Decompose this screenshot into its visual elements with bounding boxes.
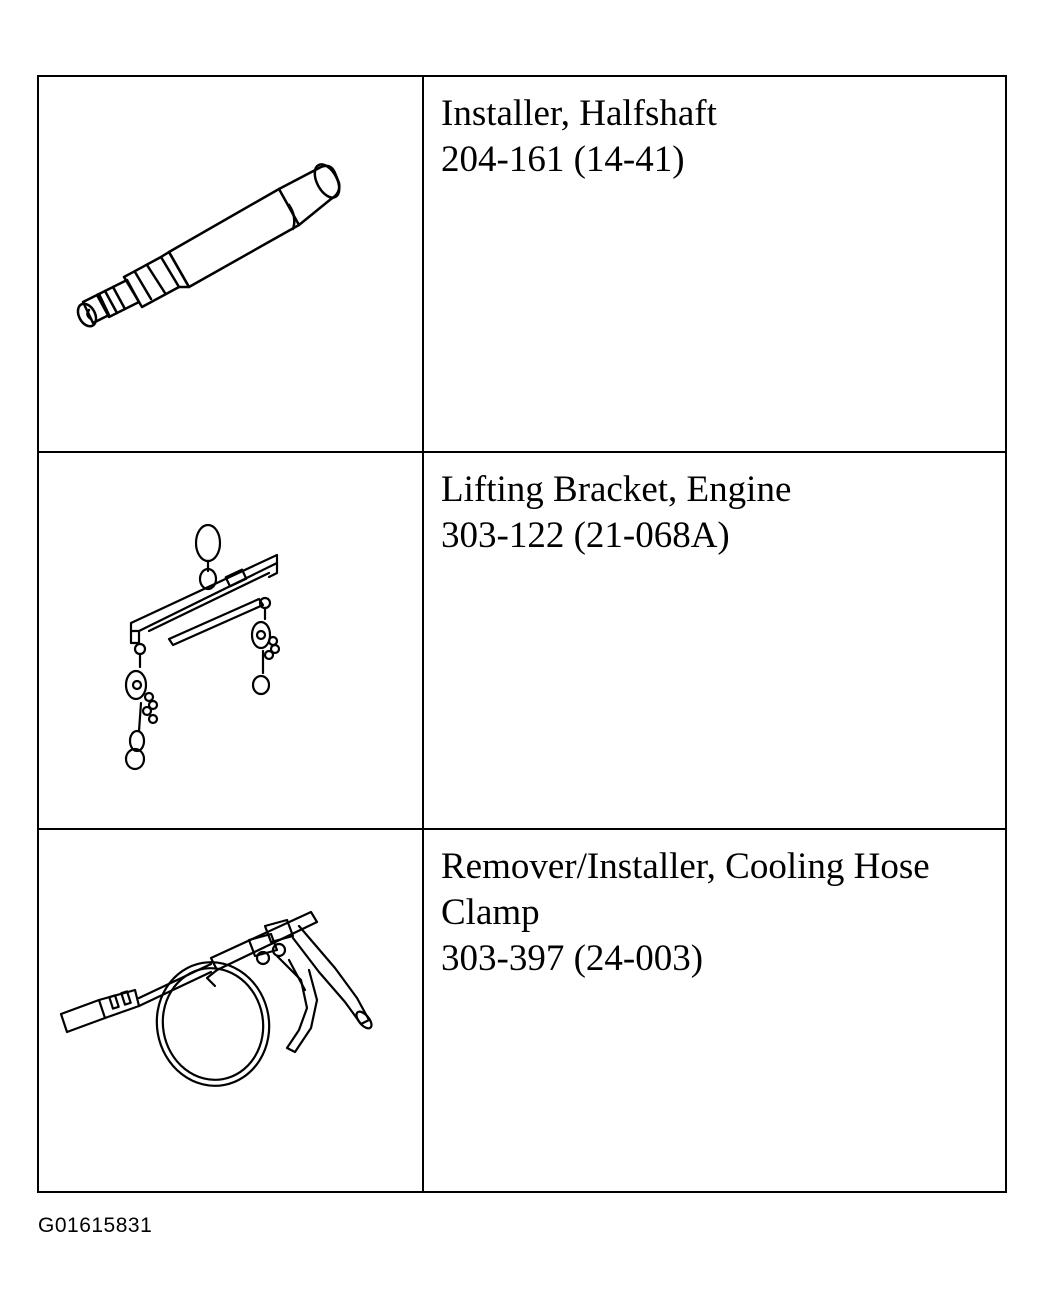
tool-row <box>39 453 1005 830</box>
tool-description <box>441 844 1001 982</box>
hose-clamp-tool-icon <box>39 830 422 1191</box>
tool-row <box>39 830 1005 1191</box>
tool-illustration-cell <box>39 830 422 1191</box>
tool-number: 204-161 (14-41) <box>441 139 685 180</box>
tool-illustration-cell <box>39 77 422 451</box>
tool-name: Installer, Halfshaft <box>441 93 717 134</box>
tool-name: Remover/Installer, Cooling Hose Clamp <box>441 846 930 933</box>
halfshaft-installer-icon <box>39 77 422 453</box>
figure-id: G01615831 <box>38 1214 153 1237</box>
tool-number: 303-397 (24-003) <box>441 938 704 979</box>
engine-lifting-bracket-icon <box>39 453 422 830</box>
tool-row <box>39 77 1005 453</box>
tool-illustration-cell <box>39 453 422 828</box>
tool-description <box>441 91 1001 183</box>
tool-name: Lifting Bracket, Engine <box>441 469 792 510</box>
special-tools-table <box>37 75 1007 1193</box>
tool-description <box>441 467 1001 559</box>
tool-number: 303-122 (21-068A) <box>441 515 730 556</box>
